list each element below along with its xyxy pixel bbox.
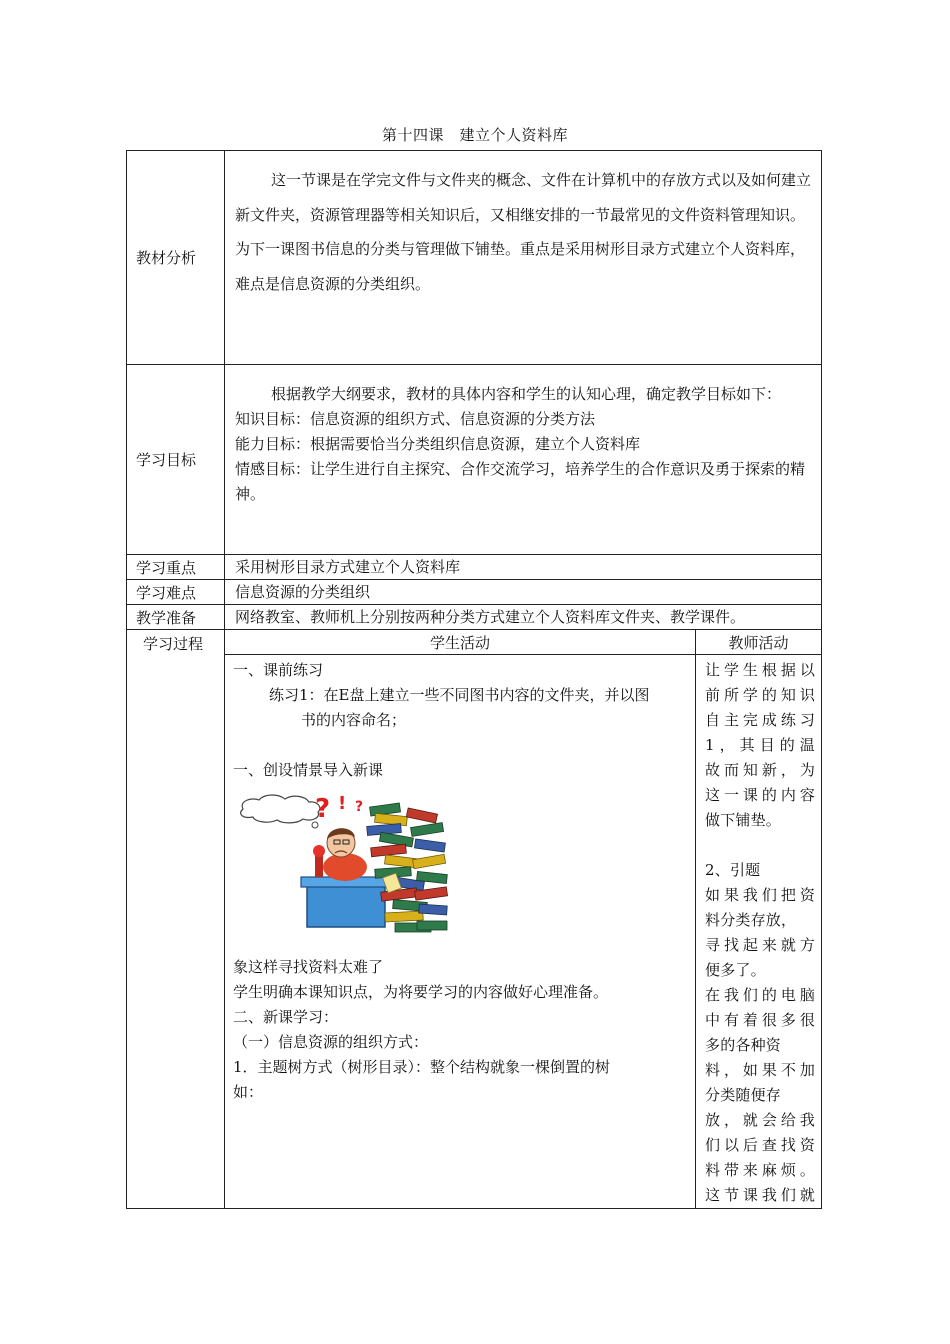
objectives-ability: 能力目标：根据需要恰当分类组织信息资源，建立个人资料库 xyxy=(235,435,641,453)
student-line: 如： xyxy=(233,1083,264,1101)
teacher-line: 料分类存放， xyxy=(705,911,797,929)
student-line: （一）信息资源的组织方式： xyxy=(233,1033,429,1051)
student-activity-header: 学生活动 xyxy=(225,630,696,655)
teacher-line: 多的各种资 xyxy=(705,1036,782,1054)
teacher-activity-cell xyxy=(696,655,822,1209)
student-line: 象这样寻找资料太难了 xyxy=(233,958,384,976)
teacher-line: 自主完成练习 xyxy=(705,711,816,729)
process-header-row xyxy=(127,630,822,655)
teacher-line: 分类随便存 xyxy=(705,1086,782,1104)
question-mark-icon: ! xyxy=(338,793,347,814)
teacher-line: 2、引题 xyxy=(705,861,761,879)
student-line: 一、创设情景导入新课 xyxy=(233,761,384,779)
thought-cloud xyxy=(241,795,320,823)
process-content-row xyxy=(127,655,822,1209)
objectives-intro: 根据教学大纲要求，教材的具体内容和学生的认知心理，确定教学目标如下： xyxy=(271,385,782,403)
objectives-knowledge: 知识目标：信息资源的组织方式、信息资源的分类方法 xyxy=(235,410,596,428)
question-mark-icon: ? xyxy=(355,799,364,815)
student-line: 学生明确本课知识点，为将要学习的内容做好心理准备。 xyxy=(233,983,609,1001)
teacher-line: 前所学的知识 xyxy=(705,686,816,704)
teacher-line: 料带来麻烦。 xyxy=(705,1161,816,1179)
objectives-emotion: 情感目标：让学生进行自主探究、合作交流学习，培养学生的合作意识及勇于探索的精神。 xyxy=(235,460,806,503)
objectives-cell xyxy=(225,365,822,555)
teacher-line: 寻找起来就方 xyxy=(705,936,816,954)
student-line: 一、课前练习 xyxy=(233,661,324,679)
process-label: 学习过程 xyxy=(127,630,225,1209)
teacher-line: 在我们的电脑 xyxy=(705,986,816,1004)
objectives-label: 学习目标 xyxy=(127,365,225,555)
student-line: 练习1：在E盘上建立一些不同图书内容的文件夹，并以图 xyxy=(269,686,650,704)
teacher-line: 故而知新，为 xyxy=(705,761,816,779)
page-title: 第十四课 建立个人资料库 xyxy=(381,126,568,144)
student-line: 书的内容命名； xyxy=(301,711,407,729)
desk xyxy=(307,883,385,927)
teacher-line: 做下铺垫。 xyxy=(705,811,782,829)
preparation-text: 网络教室、教师机上分别按两种分类方式建立个人资料库文件夹、教学课件。 xyxy=(225,605,822,630)
preparation-label: 教学准备 xyxy=(127,605,225,630)
question-mark-icon: ? xyxy=(315,794,331,824)
analysis-label: 教材分析 xyxy=(127,151,225,365)
analysis-cell xyxy=(225,151,822,365)
teacher-line: 便多了。 xyxy=(705,961,766,979)
student-line: 二、新课学习： xyxy=(233,1008,339,1026)
analysis-text: 这一节课是在学完文件与文件夹的概念、文件在计算机中的存放方式以及如何建立新文件夹，资源管理器等相关知识后，又相继安排的一节最常见的文件资料管理知识。为下一课图书信息的分类与管理做下铺垫。重点是采用树形目录方式建立个人资料库，难点是信息资源的分类组织。 xyxy=(235,171,812,293)
teacher-line: 们以后查找资 xyxy=(705,1136,816,1154)
teacher-line: 如果我们把资 xyxy=(705,886,816,904)
student-line: 1．主题树方式（树形目录）：整个结构就象一棵倒置的树 xyxy=(233,1058,611,1076)
student-activity-cell xyxy=(225,655,696,1209)
lesson-plan-table xyxy=(126,150,822,1209)
teacher-line: 放，就会给我 xyxy=(705,1111,816,1129)
key-point-row xyxy=(127,555,822,580)
overwhelmed-student-illustration xyxy=(235,791,450,941)
analysis-row xyxy=(127,151,822,365)
key-point-label: 学习重点 xyxy=(127,555,225,580)
key-point-text: 采用树形目录方式建立个人资料库 xyxy=(225,555,822,580)
difficulty-text: 信息资源的分类组织 xyxy=(225,580,822,605)
difficulty-row xyxy=(127,580,822,605)
teacher-line: 料，如果不加 xyxy=(705,1061,816,1079)
preparation-row xyxy=(127,605,822,630)
teacher-line: 这节课我们就 xyxy=(705,1186,816,1204)
difficulty-label: 学习难点 xyxy=(127,580,225,605)
teacher-line: 1，其目的温 xyxy=(705,736,816,754)
teacher-line: 中有着很多很 xyxy=(705,1011,816,1029)
teacher-line: 让学生根据以 xyxy=(705,661,816,679)
objectives-row xyxy=(127,365,822,555)
teacher-activity-header: 教师活动 xyxy=(696,630,822,655)
teacher-line: 这一课的内容 xyxy=(705,786,816,804)
person-body xyxy=(323,853,367,881)
